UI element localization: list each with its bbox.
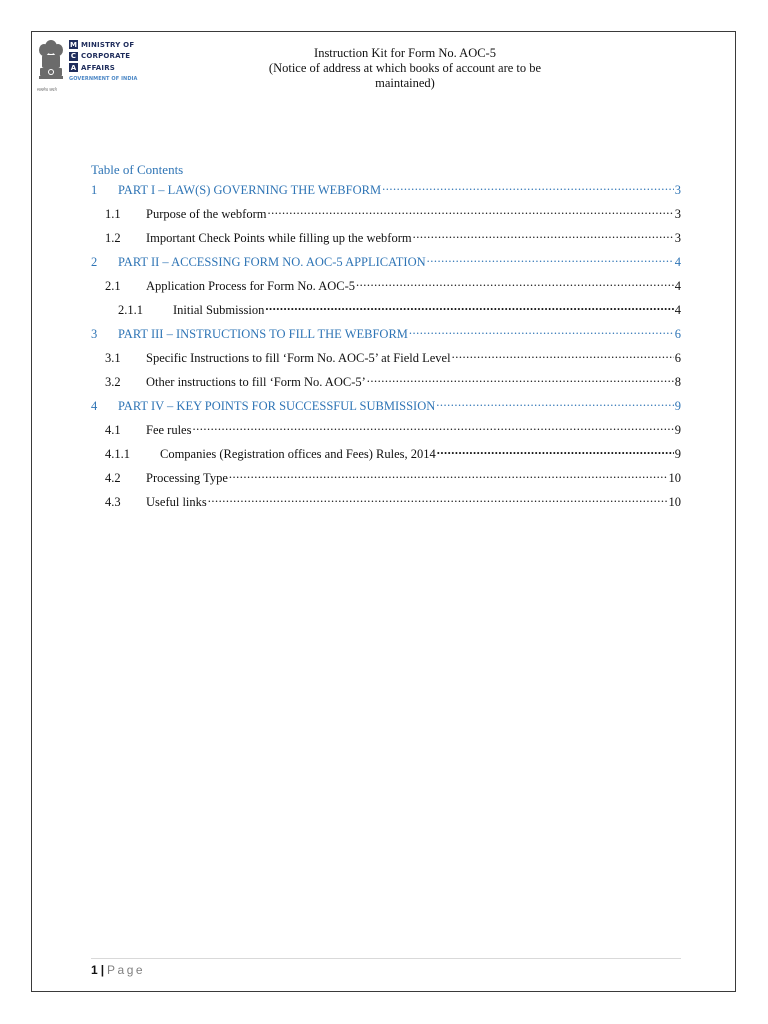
toc-entry[interactable] bbox=[91, 469, 681, 486]
toc-entry-title: Other instructions to fill ‘Form No. AOC-5’ bbox=[146, 374, 366, 389]
toc-entry-number: 2 bbox=[91, 254, 98, 269]
toc-entry-number: 1.1 bbox=[105, 206, 121, 221]
logo-government-text: GOVERNMENT OF INDIA bbox=[69, 76, 138, 82]
toc-entry[interactable] bbox=[91, 277, 681, 294]
toc-entry-number: 3.1 bbox=[105, 350, 121, 365]
toc-entry-number: 3.2 bbox=[105, 374, 121, 389]
toc-entry[interactable] bbox=[91, 301, 681, 318]
logo-letter-m: M bbox=[70, 40, 77, 49]
toc-entry-number: 2.1 bbox=[105, 278, 121, 293]
toc-entry-title: Purpose of the webform bbox=[146, 206, 267, 221]
toc-entry[interactable] bbox=[91, 325, 681, 342]
toc-entry[interactable] bbox=[91, 421, 681, 438]
footer-divider bbox=[91, 958, 681, 959]
footer-separator: | bbox=[100, 963, 105, 977]
toc-leader-dots bbox=[436, 397, 673, 410]
toc-entry-number: 4 bbox=[91, 398, 98, 413]
logo-letter-c: C bbox=[70, 52, 77, 60]
logo-line-corporate: CORPORATE bbox=[81, 52, 131, 60]
toc-entry-title: Companies (Registration offices and Fees) Rules, 2014 bbox=[160, 446, 436, 461]
toc-entry[interactable] bbox=[91, 397, 681, 414]
toc-entry-title: Fee rules bbox=[146, 422, 192, 437]
toc-entry-page: 4 bbox=[674, 302, 681, 317]
toc-entry-page: 6 bbox=[674, 350, 681, 365]
toc-heading: Table of Contents bbox=[91, 162, 184, 177]
toc-leader-dots bbox=[229, 469, 668, 482]
toc-entry[interactable] bbox=[91, 493, 681, 510]
toc-leader-dots bbox=[356, 277, 674, 290]
toc-entry-title: Processing Type bbox=[146, 470, 228, 485]
state-emblem-icon bbox=[37, 38, 65, 86]
document-page bbox=[31, 31, 736, 992]
document-title bbox=[240, 46, 570, 91]
toc-entry[interactable] bbox=[91, 445, 681, 462]
toc-entry-page: 3 bbox=[674, 206, 681, 221]
toc-leader-dots bbox=[265, 301, 673, 314]
toc-leader-dots bbox=[367, 373, 674, 386]
toc-leader-dots bbox=[409, 325, 674, 338]
toc-entry-title: Important Check Points while filling up the webform bbox=[146, 230, 412, 245]
title-line-2: (Notice of address at which books of account are to be bbox=[268, 61, 542, 75]
toc-leader-dots bbox=[437, 445, 674, 458]
toc-entry-number: 1 bbox=[91, 182, 98, 197]
toc-entry-title: Initial Submission bbox=[173, 302, 265, 317]
toc-leader-dots bbox=[192, 421, 673, 434]
toc-entry-page: 8 bbox=[674, 374, 681, 389]
toc-entry-page: 3 bbox=[674, 182, 681, 197]
toc-entry-number: 1.2 bbox=[105, 230, 121, 245]
title-line-3: maintained) bbox=[375, 76, 435, 90]
toc-entry-number: 2.1.1 bbox=[118, 302, 143, 317]
footer-page-number: 1 bbox=[91, 963, 98, 977]
toc-entry-page: 9 bbox=[674, 446, 681, 461]
toc-leader-dots bbox=[267, 205, 673, 218]
emblem-caption: सत्यमेव जयते bbox=[37, 87, 57, 92]
toc-entry-page: 10 bbox=[668, 494, 681, 509]
table-of-contents bbox=[91, 162, 681, 509]
toc-leader-dots bbox=[427, 253, 674, 266]
toc-entry[interactable] bbox=[91, 205, 681, 222]
toc-entry-page: 9 bbox=[674, 398, 681, 413]
mca-logo bbox=[37, 38, 157, 96]
mca-wordmark bbox=[69, 39, 134, 74]
toc-leader-dots bbox=[382, 181, 674, 194]
toc-entry[interactable] bbox=[91, 349, 681, 366]
toc-entry-page: 4 bbox=[674, 278, 681, 293]
toc-leader-dots bbox=[208, 493, 668, 506]
toc-entry-page: 4 bbox=[674, 254, 681, 269]
toc-entry-number: 4.3 bbox=[105, 494, 121, 509]
toc-entry-title: Useful links bbox=[146, 494, 207, 509]
toc-entry-number: 3 bbox=[91, 326, 98, 341]
footer-page-label: Page bbox=[107, 963, 146, 977]
logo-line-affairs: AFFAIRS bbox=[81, 63, 116, 72]
toc-entry-page: 3 bbox=[674, 230, 681, 245]
toc-entry-page: 9 bbox=[674, 422, 681, 437]
toc-entry-page: 10 bbox=[668, 470, 681, 485]
toc-entry-number: 4.2 bbox=[105, 470, 121, 485]
toc-entry[interactable] bbox=[91, 373, 681, 390]
logo-letter-a: A bbox=[70, 63, 77, 72]
toc-entry-title: PART III – INSTRUCTIONS TO FILL THE WEBFORM bbox=[118, 326, 408, 341]
toc-entry-number: 4.1 bbox=[105, 422, 121, 437]
toc-entry-title: PART II – ACCESSING FORM NO. AOC-5 APPLICATION bbox=[118, 254, 426, 269]
toc-entry[interactable] bbox=[91, 181, 681, 198]
toc-entry[interactable] bbox=[91, 229, 681, 246]
toc-entry-title: Application Process for Form No. AOC-5 bbox=[146, 278, 356, 293]
toc-leader-dots bbox=[413, 229, 674, 242]
toc-entry-page: 6 bbox=[674, 326, 681, 341]
toc-entry-title: PART I – LAW(S) GOVERNING THE WEBFORM bbox=[118, 182, 382, 197]
title-line-1: Instruction Kit for Form No. AOC-5 bbox=[314, 46, 496, 60]
toc-entry-number: 4.1.1 bbox=[105, 446, 130, 461]
logo-line-ministry: MINISTRY OF bbox=[81, 40, 135, 49]
page-footer bbox=[91, 963, 145, 977]
toc-leader-dots bbox=[452, 349, 674, 362]
toc-entry[interactable] bbox=[91, 253, 681, 270]
toc-entry-title: Specific Instructions to fill ‘Form No. AOC-5’ at Field Level bbox=[146, 350, 451, 365]
toc-entry-title: PART IV – KEY POINTS FOR SUCCESSFUL SUBMISSION bbox=[118, 398, 436, 413]
